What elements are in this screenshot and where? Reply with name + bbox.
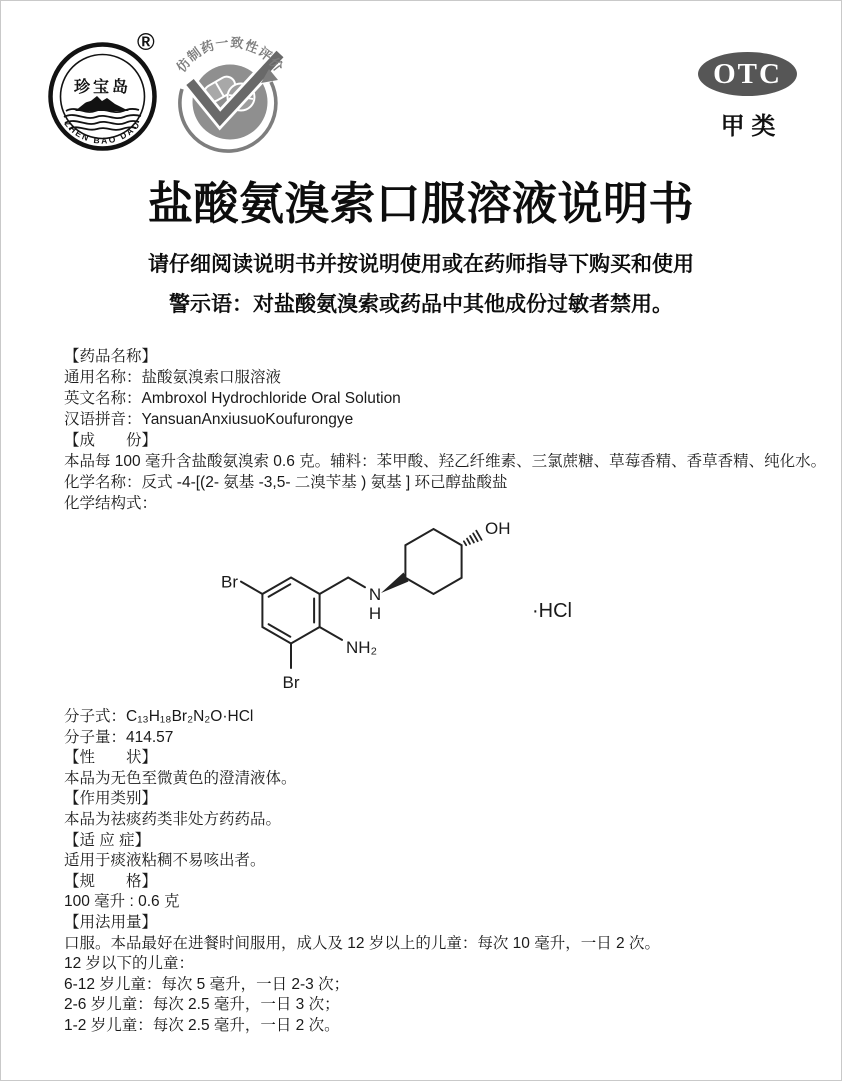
body-section-2 bbox=[64, 707, 660, 1037]
text-line: 12 岁以下的儿童： bbox=[64, 955, 195, 973]
otc-ellipse-icon bbox=[698, 52, 797, 96]
text-line: 英文名称：Ambroxol Hydrochloride Oral Solution bbox=[64, 390, 401, 407]
otc-category-label: 甲 类 bbox=[720, 113, 776, 140]
warning-statement: 警示语：对盐酸氨溴索或药品中其他成份过敏者禁用。 bbox=[169, 293, 673, 316]
text-line: 【规 格】 bbox=[64, 872, 158, 890]
cyclohexane-ring bbox=[405, 529, 461, 594]
text-line: 【用法用量】 bbox=[64, 913, 158, 931]
text-line: 6-12 岁儿童：每次 5 毫升，一日 2-3 次； bbox=[64, 975, 350, 993]
page-title: 盐酸氨溴索口服溶液说明书 bbox=[147, 178, 694, 229]
atom-label-h: H bbox=[368, 604, 382, 623]
text-line: 适用于痰液粘稠不易咳出者。 bbox=[64, 852, 266, 870]
badge-arc-text: 仿制药一致性评价 bbox=[173, 34, 287, 75]
chemical-structure-diagram bbox=[184, 511, 594, 706]
body-section-1 bbox=[64, 346, 826, 514]
atom-label-br-top: Br bbox=[221, 572, 238, 592]
hcl-salt-label: ·HCl bbox=[532, 600, 572, 622]
page-subtitle: 请仔细阅读说明书并按说明使用或在药师指导下购买和使用 bbox=[148, 253, 694, 276]
atom-label-oh: OH bbox=[485, 519, 511, 538]
text-line: 【作用类别】 bbox=[64, 790, 158, 808]
atom-label-n: N bbox=[368, 585, 382, 604]
text-line: 汉语拼音：YansuanAnxiusuoKoufurongye bbox=[64, 411, 354, 428]
text-line: 分子量：414.57 bbox=[64, 728, 174, 746]
text-line: 分子式：C₁₃H₁₈Br₂N₂O·HCl bbox=[64, 708, 254, 725]
text-line: 本品为无色至微黄色的澄清液体。 bbox=[64, 769, 297, 787]
logo-brand-name: 珍宝岛 bbox=[73, 79, 132, 96]
stereo-wedge-bond bbox=[381, 573, 409, 594]
stereo-hash-bond bbox=[464, 531, 482, 546]
text-line: 化学结构式： bbox=[64, 495, 158, 512]
logo-outer-ring bbox=[51, 45, 155, 149]
otc-badge bbox=[698, 52, 798, 141]
text-line: 2-6 岁儿童：每次 2.5 毫升，一日 3 次； bbox=[64, 996, 340, 1014]
text-line: 100 毫升 : 0.6 克 bbox=[64, 893, 180, 911]
atom-label-br-bottom: Br bbox=[282, 673, 300, 692]
text-line: 【药品名称】 bbox=[64, 348, 158, 365]
text-line: 1-2 岁儿童：每次 2.5 毫升，一日 2 次。 bbox=[64, 1016, 340, 1034]
logo-arc-text: ZHEN BAO DAO bbox=[62, 118, 143, 146]
registered-trademark-icon: ® bbox=[137, 29, 155, 56]
text-line: 【性 状】 bbox=[64, 749, 158, 767]
text-line: 本品每 100 毫升含盐酸氨溴索 0.6 克。辅料：苯甲酸、羟乙纤维素、三氯蔗糖、草莓香精、香草香精、纯化水。 bbox=[64, 453, 827, 470]
consistency-evaluation-badge-icon bbox=[167, 25, 295, 153]
text-line: 【适 应 症】 bbox=[64, 831, 151, 849]
text-line: 本品为祛痰药类非处方药药品。 bbox=[64, 810, 282, 828]
otc-label: OTC bbox=[713, 57, 782, 90]
benzene-ring bbox=[262, 578, 319, 644]
text-line: 口服。本品最好在进餐时间服用，成人及 12 岁以上的儿童：每次 10 毫升，一日 2 次。 bbox=[64, 934, 660, 952]
text-line: 【成 份】 bbox=[64, 432, 158, 449]
text-line: 通用名称：盐酸氨溴索口服溶液 bbox=[64, 369, 282, 386]
text-line: 化学名称：反式 -4-[(2- 氨基 -3,5- 二溴苄基 ) 氨基 ] 环己醇盐酸盐 bbox=[64, 474, 508, 491]
atom-label-nh2: NH₂ bbox=[346, 638, 378, 657]
